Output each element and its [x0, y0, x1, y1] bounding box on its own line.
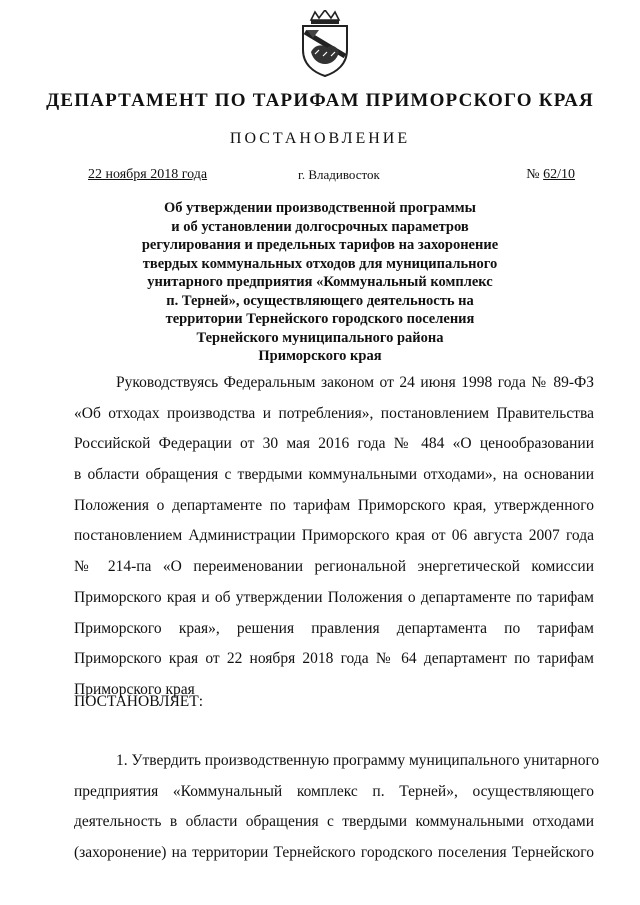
- preamble-line: Приморского края», решения правления департамента по тарифам: [74, 619, 594, 637]
- item-1-line: 1. Утвердить производственную программу муниципального унитарного: [116, 752, 600, 769]
- preamble-line: Приморского края и об утверждении Положения о департаменте по тарифам: [74, 588, 594, 606]
- document-number-value: 62/10: [543, 167, 575, 182]
- preamble-line: в области обращения с твердыми коммунальными отходами», на основании: [74, 466, 594, 484]
- coat-of-arms-emblem: [297, 10, 353, 78]
- preamble-line: Руководствуясь Федеральным законом от 24 июня 1998 года № 89-ФЗ: [116, 374, 594, 391]
- preamble-paragraph: [74, 368, 594, 706]
- subject-line: унитарного предприятия «Коммунальный комплекс: [147, 274, 493, 290]
- preamble-line: Приморского края: [74, 680, 195, 698]
- item-1-line: (захоронение) на территории Тернейского городского поселения Тернейского: [74, 844, 594, 862]
- document-city: г. Владивосток: [298, 167, 380, 182]
- subject-line: Тернейского муниципального района: [196, 329, 444, 346]
- subject-line: и об установлении долгосрочных параметров: [171, 218, 469, 235]
- item-1-line: предприятия «Коммунальный комплекс п. Терней», осуществляющего: [74, 782, 594, 800]
- preamble-line: № 214-па «О переименовании региональной энергетической комиссии: [74, 558, 594, 576]
- preamble-line: Приморского края от 22 ноября 2018 года № 64 департамент по тарифам: [74, 650, 594, 668]
- subject-line: твердых коммунальных отходов для муниципального: [142, 255, 498, 272]
- item-1-paragraph: [74, 746, 600, 869]
- preamble-line: Положения о департаменте по тарифам Приморского края, утвержденного: [74, 496, 594, 514]
- document-type: ПОСТАНОВЛЕНИЕ: [229, 130, 411, 147]
- subject-line: территории Тернейского городского поселения: [165, 311, 475, 327]
- decree-word: ПОСТАНОВЛЯЕТ:: [74, 693, 204, 710]
- subject-line: Об утверждении производственной программы: [164, 200, 476, 216]
- preamble-line: постановлением Администрации Приморского края от 06 августа 2007 года: [74, 527, 594, 545]
- document-number: [526, 167, 575, 183]
- preamble-line: Российской Федерации от 30 мая 2016 года № 484 «О ценообразовании: [74, 435, 594, 453]
- department-title: ДЕПАРТАМЕНТ ПО ТАРИФАМ ПРИМОРСКОГО КРАЯ: [46, 90, 594, 111]
- item-1-line: деятельность в области обращения с твердыми коммунальными отходами: [74, 813, 594, 831]
- document-subject: [80, 199, 560, 366]
- subject-line: Приморского края: [258, 348, 382, 364]
- document-number-prefix: №: [526, 167, 544, 182]
- document-meta-row: [88, 167, 575, 187]
- document-date: 22 ноября 2018 года: [88, 167, 208, 182]
- subject-line: регулирования и предельных тарифов на захоронение: [141, 237, 499, 253]
- preamble-line: «Об отходах производства и потребления», постановлением Правительства: [74, 404, 594, 422]
- subject-line: п. Терней», осуществляющего деятельность на: [166, 292, 474, 309]
